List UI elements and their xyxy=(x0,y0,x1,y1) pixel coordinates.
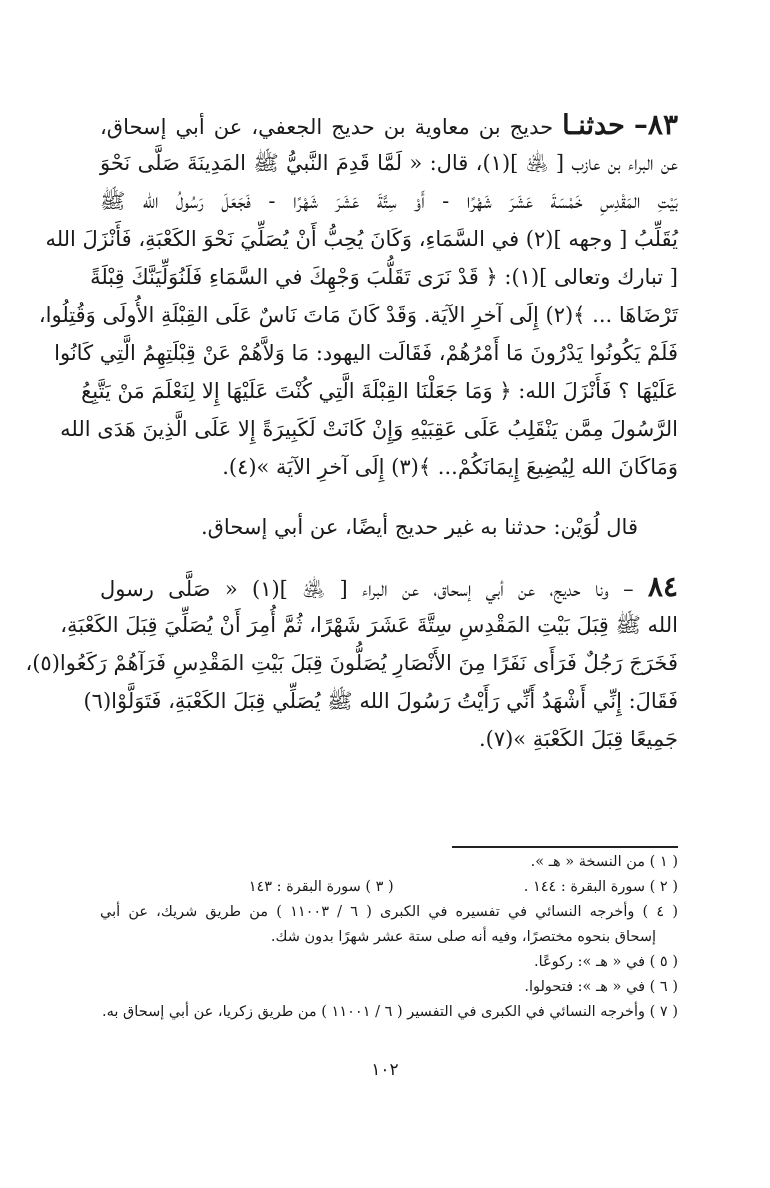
hadith-83-line-10: وَمَاكَانَ الله لِيُضِيعَ إِيمَانَكُمْ... ﴾(٣) إِلَى آخرِ الآيَة »(٤). xyxy=(222,455,678,479)
hadith-83-line-5: [ تبارك وتعالى ](١): ﴿ قَدْ نَرَى تَقَلُّبَ وَجْهِكَ في السَّمَاءِ فَلَنُوَلِّيَنَّكَ قِبْلَةً xyxy=(90,265,678,289)
footnote-6: ( ٦ ) في « هـ »: فتحولوا. xyxy=(524,979,678,995)
hadith-84-line-5: جَمِيعًا قِبَلَ الكَعْبَةِ »(٧). xyxy=(478,727,678,751)
hadith-83-line-6: تَرْضَاهَا ... ﴾(٢) إِلَى آخرِ الآيَة. وَقَدْ كَانَ مَاتَ نَاسٌ عَلَى القِبْلَةِ الأُولَى وَقُتِلُوا، xyxy=(38,303,678,327)
hadith-number-83: ٨٣– xyxy=(633,108,678,141)
page-number: ١٠٢ xyxy=(371,1060,399,1080)
hadith-84-text: – ونا حديج، عن أبي إسحاق، عن البراء [ ﵁ ](١) « صَلَّى رسول xyxy=(100,577,634,601)
hadith-83-line-9: الرَّسُولَ مِمَّن يَنْقَلِبُ عَلَى عَقِبَيْهِ وَإِنْ كَانَتْ لَكَبِيرَةً إِلا عَلَى الَّذِينَ هَدَى الله xyxy=(60,417,678,441)
footnote-4-line-2: إسحاق بنحوه مختصرًا، وفيه أنه صلى ستة عشر شهرًا بدون شك. xyxy=(270,929,656,945)
hadith-83-line-7: فَلَمْ يَكُونُوا يَدْرُونَ مَا أَمْرُهُمْ، فَقَالَت اليهود: مَا وَلاَّهُمْ عَنْ قِبْلَتِهِمُ الَّتِي كَانُوا xyxy=(54,341,678,365)
footnote-divider xyxy=(452,846,678,848)
footnote-3: ( ٣ ) سورة البقرة : ١٤٣ xyxy=(248,879,394,895)
footnote-2: ( ٢ ) سورة البقرة : ١٤٤ . xyxy=(523,879,678,895)
footnote-5: ( ٥ ) في « هـ »: ركوعًا. xyxy=(533,954,678,970)
footnote-2-3 xyxy=(100,875,678,900)
hadith-84-line-2: الله ﷺ قِبَلَ بَيْتِ المَقْدِسِ سِتَّةَ عَشَرَ شَهْرًا، ثُمَّ أُمِرَ أَنْ يُصَلِّيَ قِبَلَ الكَعْبَةِ، xyxy=(60,613,678,637)
footnotes xyxy=(100,850,678,1025)
hadith-83-line-2: عن البراء بن عازب [ ﵁ ](١)، قال: « لَمَّا قَدِمَ النَّبيُّ ﷺ المَدِينَةَ صَلَّى نَحْوَ xyxy=(100,151,678,175)
hadith-84-line-4: فَقَالَ: إِنِّي أَشْهَدُ أَنِّي رَأَيْتُ رَسُولَ الله ﷺ يُصَلِّي قِبَلَ الكَعْبَةِ، فَتَوَلَّوْا(٦) xyxy=(83,689,678,713)
louin-note: قال لُوَيْن: حدثنا به غير حديج أيضًا، عن أبي إسحاق. xyxy=(200,515,638,539)
hadith-number-84: ٨٤ xyxy=(647,570,678,603)
footnote-1: ( ١ ) من النسخة « هـ ». xyxy=(530,854,678,870)
footnote-4-line-1: ( ٤ ) وأخرجه النسائي في تفسيره في الكبرى ( ٦ / ١١٠٠٣ ) من طريق شريك، عن أبي xyxy=(100,904,678,920)
hadith-84-line-3: فَخَرَجَ رَجُلٌ فَرَأَى نَفَرًا مِنَ الأَنْصَارِ يُصَلُّونَ قِبَلَ بَيْتِ المَقْدِسِ فَرَآهُمْ رَكَعُوا(٥)، xyxy=(25,651,678,675)
footnote-7: ( ٧ ) وأخرجه النسائي في الكبرى في التفسير ( ٦ / ١١٠٠١ ) من طريق زكريا، عن أبي إسحاق به. xyxy=(102,1004,678,1020)
hadith-83-line-8: عَلَيْهَا ؟ فَأَنْزَلَ الله: ﴿ وَمَا جَعَلْنَا القِبْلَةَ الَّتِي كُنْتَ عَلَيْهَا إِلا لِنَعْلَمَ مَنْ يَتَّبِعُ xyxy=(81,379,678,403)
hadith-83-line-3: بَيْتِ المَقْدِسِ خَمْسَةَ عَشَرَ شَهْرًا - أَوْ سِتَّةَ عَشَرَ شَهْرًا - فَجَعَلَ رَسُولُ الله ﷺ xyxy=(100,189,678,213)
main-text xyxy=(25,106,678,758)
hadith-heading: حدثنـا xyxy=(562,110,625,141)
hadith-84-line-1 xyxy=(100,568,678,606)
hadith-83-line-1 xyxy=(100,106,678,144)
hadith-83-line-4: يُقَلِّبُ [ وجهه ](٢) في السَّمَاءِ، وَكَانَ يُحِبُّ أَنْ يُصَلِّيَ نَحْوَ الكَعْبَةِ، فَأَنْزَلَ الله xyxy=(45,227,678,251)
hadith-83-text: حديج بن معاوية بن حديج الجعفي، عن أبي إسحاق، xyxy=(100,115,554,139)
